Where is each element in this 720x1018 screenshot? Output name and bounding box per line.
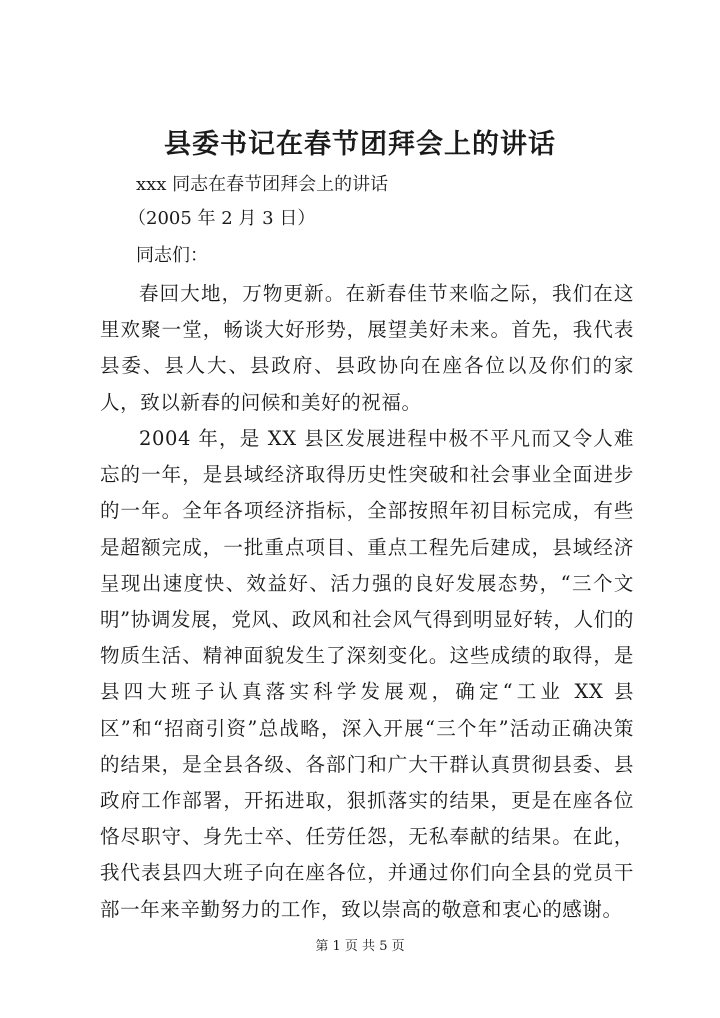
document-title: 县委书记在春节团拜会上的讲话 [164,129,556,160]
document-subtitle: xxx 同志在春节团拜会上的讲话 [136,174,389,195]
salutation: 同志们： [136,245,208,266]
page-number-footer: 第 1 页 共 5 页 [315,939,405,954]
body-paragraph-1: 春回大地，万物更新。在新春佳节来临之际，我们在这里欢聚一堂，畅谈大好形势，展望美好未来。首先，我代表县委、县人大、县政府、县政协向在座各位以及你们的家人，致以新春的问候和美好的祝福。 [100,282,634,414]
document-date: （2005 年 2 月 3 日） [128,208,316,229]
body-paragraph-2: 2004 年，是 XX 县区发展进程中极不平凡而又令人难忘的一年，是县域经济取得历史性突破和社会事业全面进步的一年。全年各项经济指标，全部按照年初目标完成，有些是超额完成，一批重点项目、重点工程先后建成，县域经济呈现出速度快、效益好、活力强的良好发展态势，“三个文明”协调发展，党风、政风和社会风气得到明显好转，人们的物质生活、精神面貌发生了深刻变化。这些成绩的取得，是县四大班子认真落实科学发展观，确定“工业 XX 县区”和“招商引资”总战略，深入开展“三个年”活动正确决策的结果，是全县各级、各部门和广大干群认真贯彻县委、县政府工作部署，开拓进取，狠抓落实的结果，更是在座各位恪尽职守、身先士卒、任劳任怨，无私奉献的结果。在此，我代表县四大班子向在座各位，并通过你们向全县的党员干部一年来辛勤努力的工作，致以崇高的敬意和衷心的感谢。 [100,427,634,921]
